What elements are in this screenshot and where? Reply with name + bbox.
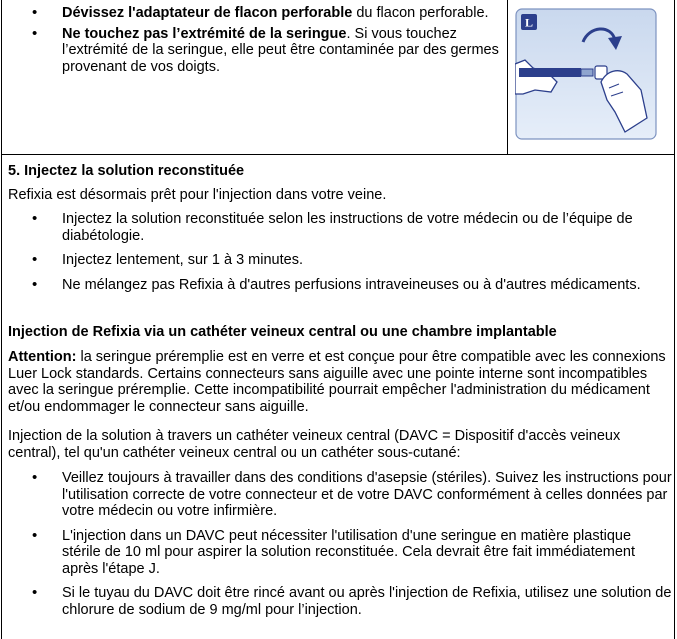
list-item: • Veillez toujours à travailler dans des conditions d'asepsie (stériles). Suivez les instructions pour l'utilisation correcte de votre connecteur et de votre DAVC conformément à celles données par votre médecin ou votre infirmière. [4, 470, 672, 520]
list-item [4, 26, 499, 76]
section-title: 5. Injectez la solution reconstituée [8, 163, 245, 179]
list-item: • Ne mélangez pas Refixia à d'autres perfusions intraveineuses ou à d'autres médicaments. [4, 277, 672, 294]
step-l-bullets [4, 5, 499, 79]
subheading: Injection de Refixia via un cathéter veineux central ou une chambre implantable [8, 324, 557, 340]
list-item: • L'injection dans un DAVC peut nécessiter l'utilisation d'une seringue en matière plastique stérile de 10 ml pour aspirer la solution reconstituée. Cela devrait être fait immédiatement après l'étape J. [4, 528, 672, 578]
section-intro: Refixia est désormais prêt pour l'injection dans votre veine. [8, 187, 387, 203]
step-l-illustration [515, 8, 657, 140]
instruction-table [1, 0, 675, 639]
list-item [4, 5, 499, 22]
bullet-text: du flacon perforable. [352, 5, 489, 21]
bullet-text: . Si vous touchez l’extrémité de la seringue, elle peut être contaminée par des germes provenant de vos doigts. [62, 25, 499, 75]
attention-paragraph [8, 349, 670, 415]
bullet-bold-text: Dévissez l'adaptateur de flacon perforable [62, 5, 353, 21]
syringe-icon [519, 68, 581, 77]
table-row-step-l [2, 0, 674, 155]
list-item: • Si le tuyau du DAVC doit être rincé avant ou après l'injection de Refixia, utilisez une solution de chlorure de sodium de 9 mg/ml pour l’injection. [4, 585, 672, 618]
list-item: • Injectez lentement, sur 1 à 3 minutes. [4, 252, 672, 269]
attention-label: Attention: [8, 349, 77, 365]
bullet-bold-text: Ne touchez pas l’extrémité de la seringue [62, 25, 347, 42]
step-label-letter: L [524, 15, 534, 30]
column-divider [507, 0, 508, 154]
davc-bullets [4, 470, 672, 626]
injection-bullets [4, 211, 672, 301]
attention-text: la seringue préremplie est en verre et est conçue pour être compatible avec les connexions Luer Lock standards. Certains connecteurs sans aiguille avec une pointe interne sont incompatibles avec la seringue préremplie. Cette incompatibilité pourrait empêcher l'administration du médicament et/ou endommager le connecteur sans aiguille. [8, 349, 666, 415]
syringe-tip [581, 69, 593, 76]
davc-intro: Injection de la solution à travers un cathéter veineux central (DAVC = Dispositif d'accès veineux central), tel qu'un cathéter veineux central ou un cathéter sous-cutané: [8, 428, 621, 461]
list-item: • Injectez la solution reconstituée selon les instructions de votre médecin ou de l’équipe de diabétologie. [4, 211, 672, 244]
